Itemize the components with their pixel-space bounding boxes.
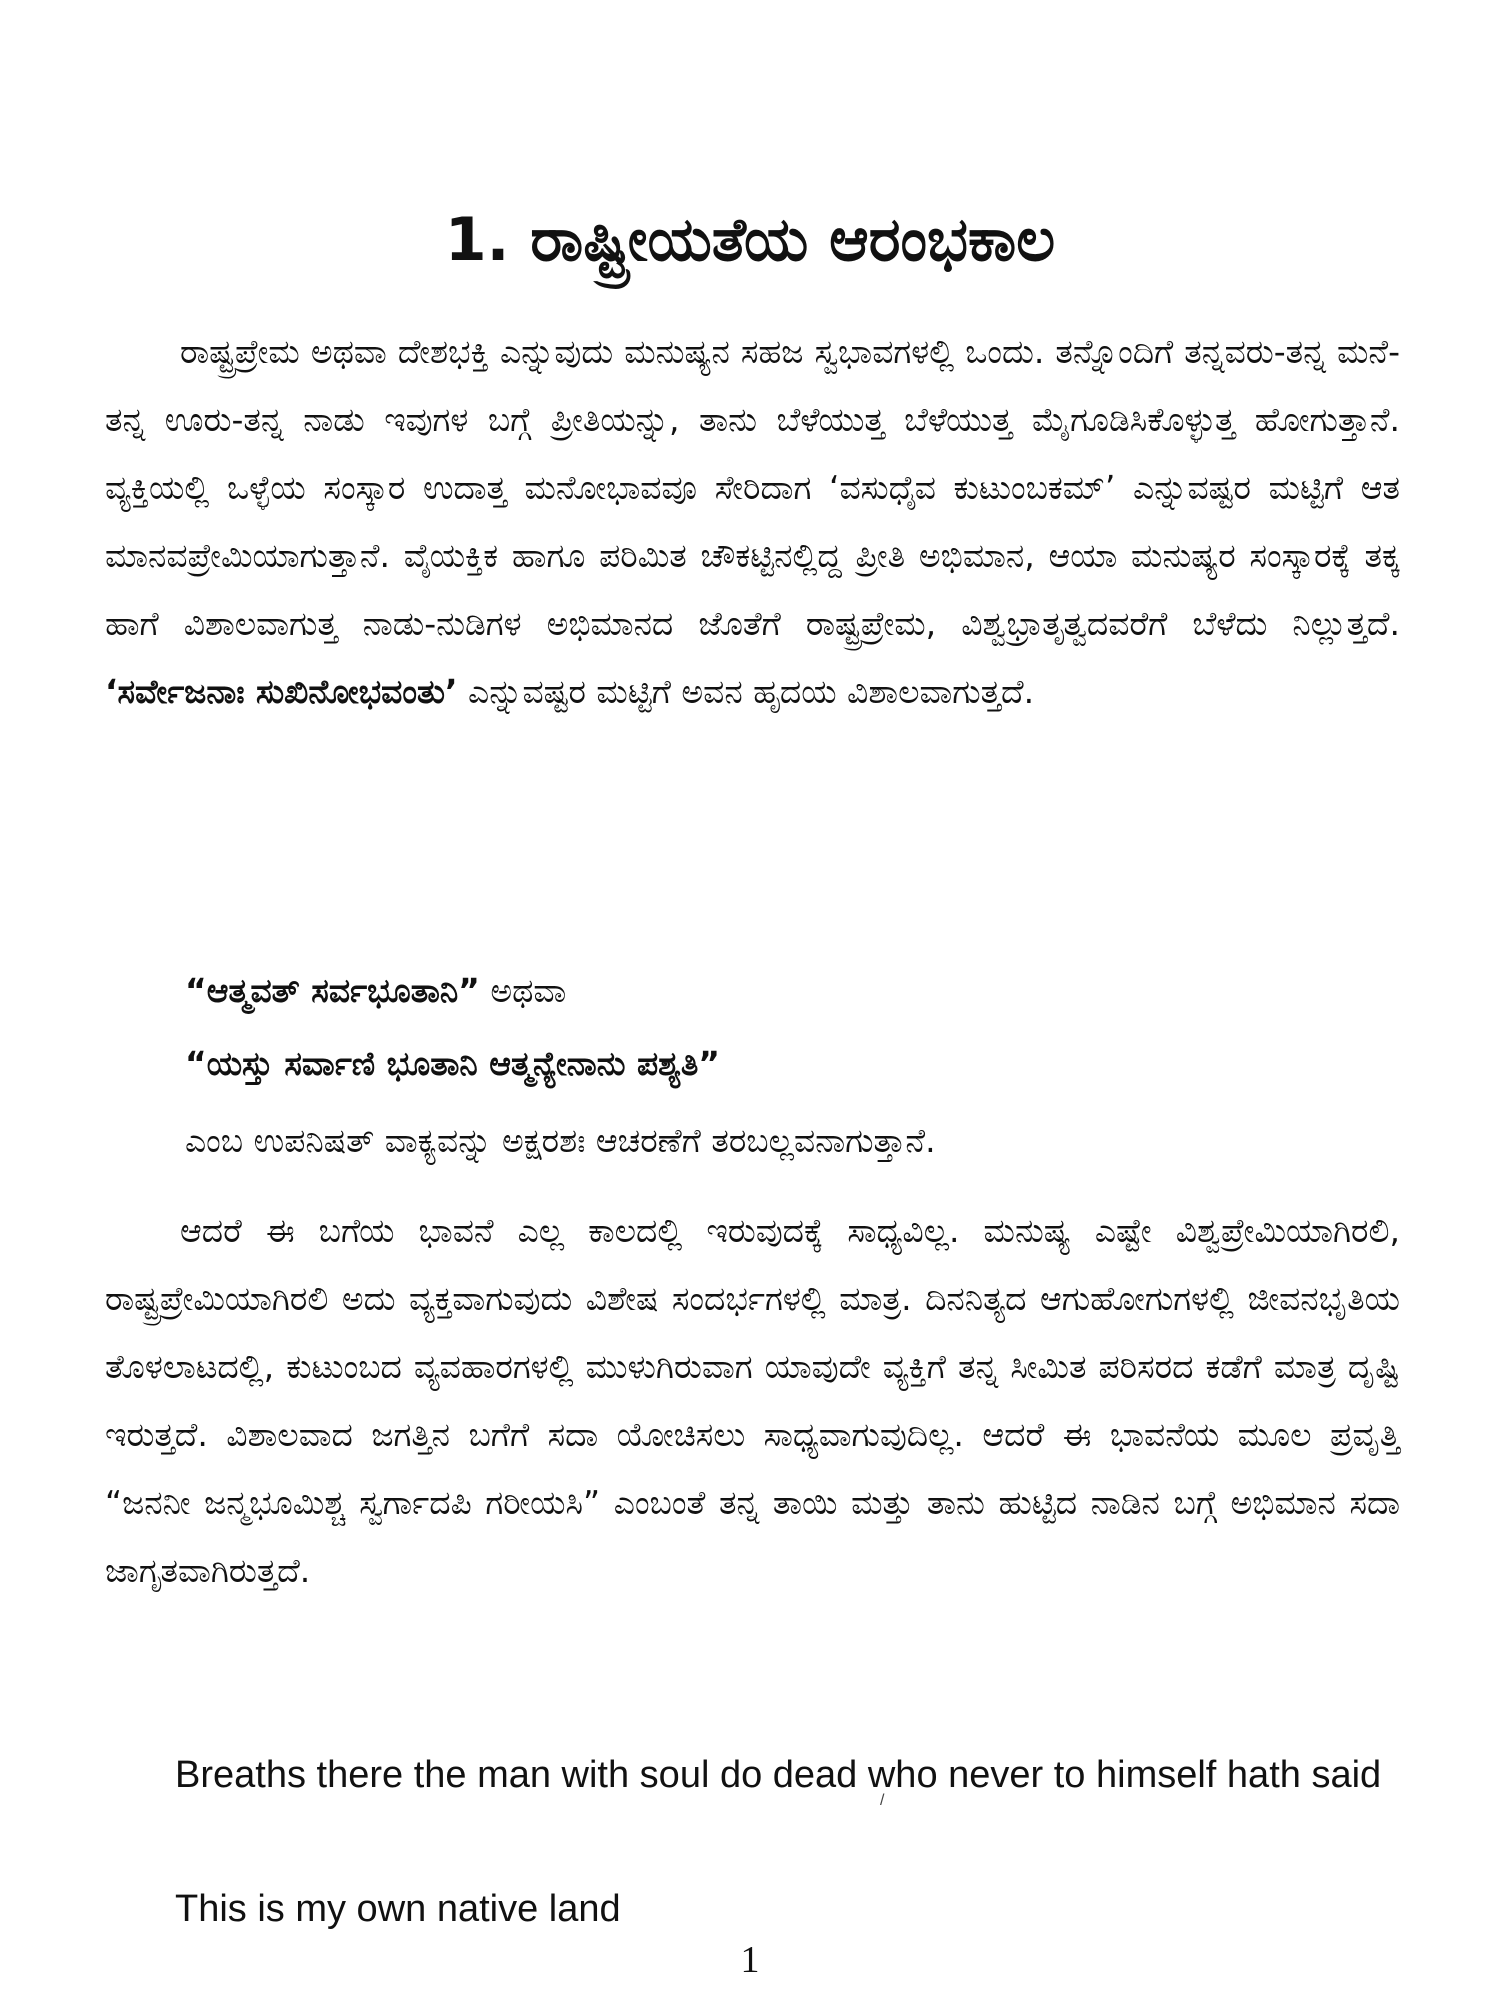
quote-line-1-bold: “ಆತ್ಮವತ್ ಸರ್ವಭೂತಾನಿ” xyxy=(185,971,480,1010)
english-verse-line-1: Breaths there the man with soul do dead who never to himself hath said xyxy=(175,1754,1382,1796)
sanskrit-phrase-bold: ‘ಸರ್ವೇಜನಾಃ ಸುಖಿನೋಭವಂತು’ xyxy=(105,672,458,711)
stray-mark: / xyxy=(880,1792,885,1809)
paragraph-second: ಆದರೆ ಈ ಬಗೆಯ ಭಾವನೆ ಎಲ್ಲ ಕಾಲದಲ್ಲಿ ಇರುವುದಕ್ಕೆ ಸಾಧ್ಯವಿಲ್ಲ. ಮನುಷ್ಯ ಎಷ್ಟೇ ವಿಶ್ವಪ್ರೇಮಿಯಾಗಿರಲಿ, ರಾಷ್ಟ್ರಪ್ರೇಮಿಯಾಗಿರಲಿ ಅದು ವ್ಯಕ್ತವಾಗುವುದು ವಿಶೇಷ ಸಂದರ್ಭಗಳಲ್ಲಿ ಮಾತ್ರ. ದಿನನಿತ್ಯದ ಆಗುಹೋಗುಗಳಲ್ಲಿ ಜೀವನಭೃತಿಯ ತೊಳಲಾಟದಲ್ಲಿ, ಕುಟುಂಬದ ವ್ಯವಹಾರಗಳಲ್ಲಿ ಮುಳುಗಿರುವಾಗ ಯಾವುದೇ ವ್ಯಕ್ತಿಗೆ ತನ್ನ ಸೀಮಿತ ಪರಿಸರದ ಕಡೆಗೆ ಮಾತ್ರ ದೃಷ್ಟಿ ಇರುತ್ತದೆ. ವಿಶಾಲವಾದ ಜಗತ್ತಿನ ಬಗೆಗೆ ಸದಾ ಯೋಚಿಸಲು ಸಾಧ್ಯವಾಗುವುದಿಲ್ಲ. ಆದರೆ ಈ ಭಾವನೆಯ ಮೂಲ ಪ್ರವೃತ್ತಿ “ಜನನೀ ಜನ್ಮಭೂಮಿಶ್ಚ ಸ್ವರ್ಗಾದಪಿ ಗರೀಯಸಿ” ಎಂಬಂತೆ ತನ್ನ ತಾಯಿ ಮತ್ತು ತಾನು ಹುಟ್ಟಿದ ನಾಡಿನ ಬಗ್ಗೆ ಅಭಿಮಾನ ಸದಾ ಜಾಗೃತವಾಗಿರುತ್ತದೆ. xyxy=(105,1211,1400,1590)
paragraph-intro-tail: ಎನ್ನುವಷ್ಟರ ಮಟ್ಟಿಗೆ ಅವನ ಹೃದಯ ವಿಶಾಲವಾಗುತ್ತದೆ. xyxy=(457,672,1035,711)
english-verse-line-2: This is my own native land xyxy=(175,1888,621,1930)
quote-line-3: ಎಂಬ ಉಪನಿಷತ್ ವಾಕ್ಯವನ್ನು ಅಕ್ಷರಶಃ ಆಚರಣೆಗೆ ತರಬಲ್ಲವನಾಗುತ್ತಾನೆ. xyxy=(185,1121,936,1160)
paragraph-intro-text: ರಾಷ್ಟ್ರಪ್ರೇಮ ಅಥವಾ ದೇಶಭಕ್ತಿ ಎನ್ನುವುದು ಮನುಷ್ಯನ ಸಹಜ ಸ್ವಭಾವಗಳಲ್ಲಿ ಒಂದು. ತನ್ನೊಂದಿಗೆ ತನ್ನವರು-ತನ್ನ ಮನೆ-ತನ್ನ ಊರು-ತನ್ನ ನಾಡು ಇವುಗಳ ಬಗ್ಗೆ ಪ್ರೀತಿಯನ್ನು, ತಾನು ಬೆಳೆಯುತ್ತ ಬೆಳೆಯುತ್ತ ಮೈಗೂಡಿಸಿಕೊಳ್ಳುತ್ತ ಹೋಗುತ್ತಾನೆ. ವ್ಯಕ್ತಿಯಲ್ಲಿ ಒಳ್ಳೆಯ ಸಂಸ್ಕಾರ ಉದಾತ್ತ ಮನೋಭಾವವೂ ಸೇರಿದಾಗ ‘ವಸುಧೈವ ಕುಟುಂಬಕಮ್’ ಎನ್ನುವಷ್ಟರ ಮಟ್ಟಿಗೆ ಆತ ಮಾನವಪ್ರೇಮಿಯಾಗುತ್ತಾನೆ. ವೈಯಕ್ತಿಕ ಹಾಗೂ ಪರಿಮಿತ ಚೌಕಟ್ಟಿನಲ್ಲಿದ್ದ ಪ್ರೀತಿ ಅಭಿಮಾನ, ಆಯಾ ಮನುಷ್ಯರ ಸಂಸ್ಕಾರಕ್ಕೆ ತಕ್ಕ ಹಾಗೆ ವಿಶಾಲವಾಗುತ್ತ ನಾಡು-ನುಡಿಗಳ ಅಭಿಮಾನದ ಜೊತೆಗೆ ರಾಷ್ಟ್ರಪ್ರೇಮ, ವಿಶ್ವಭ್ರಾತೃತ್ವದವರೆಗೆ ಬೆಳೆದು ನಿಲ್ಲುತ್ತದೆ. xyxy=(105,332,1400,643)
paragraph-intro xyxy=(105,318,1400,726)
chapter-title: 1. ರಾಷ್ಟ್ರೀಯತೆಯ ಆರಂಭಕಾಲ xyxy=(444,205,1056,275)
quote-line-1-rest: ಅಥವಾ xyxy=(479,971,567,1010)
page-number: 1 xyxy=(740,1939,760,1981)
quote-line-2-bold: “ಯಸ್ತು ಸರ್ವಾಣಿ ಭೂತಾನಿ ಆತ್ಮನ್ಯೇನಾನು ಪಶ್ಯತಿ” xyxy=(185,1044,720,1083)
quote-line-1 xyxy=(185,957,566,1025)
quote-line-2 xyxy=(185,1030,720,1098)
